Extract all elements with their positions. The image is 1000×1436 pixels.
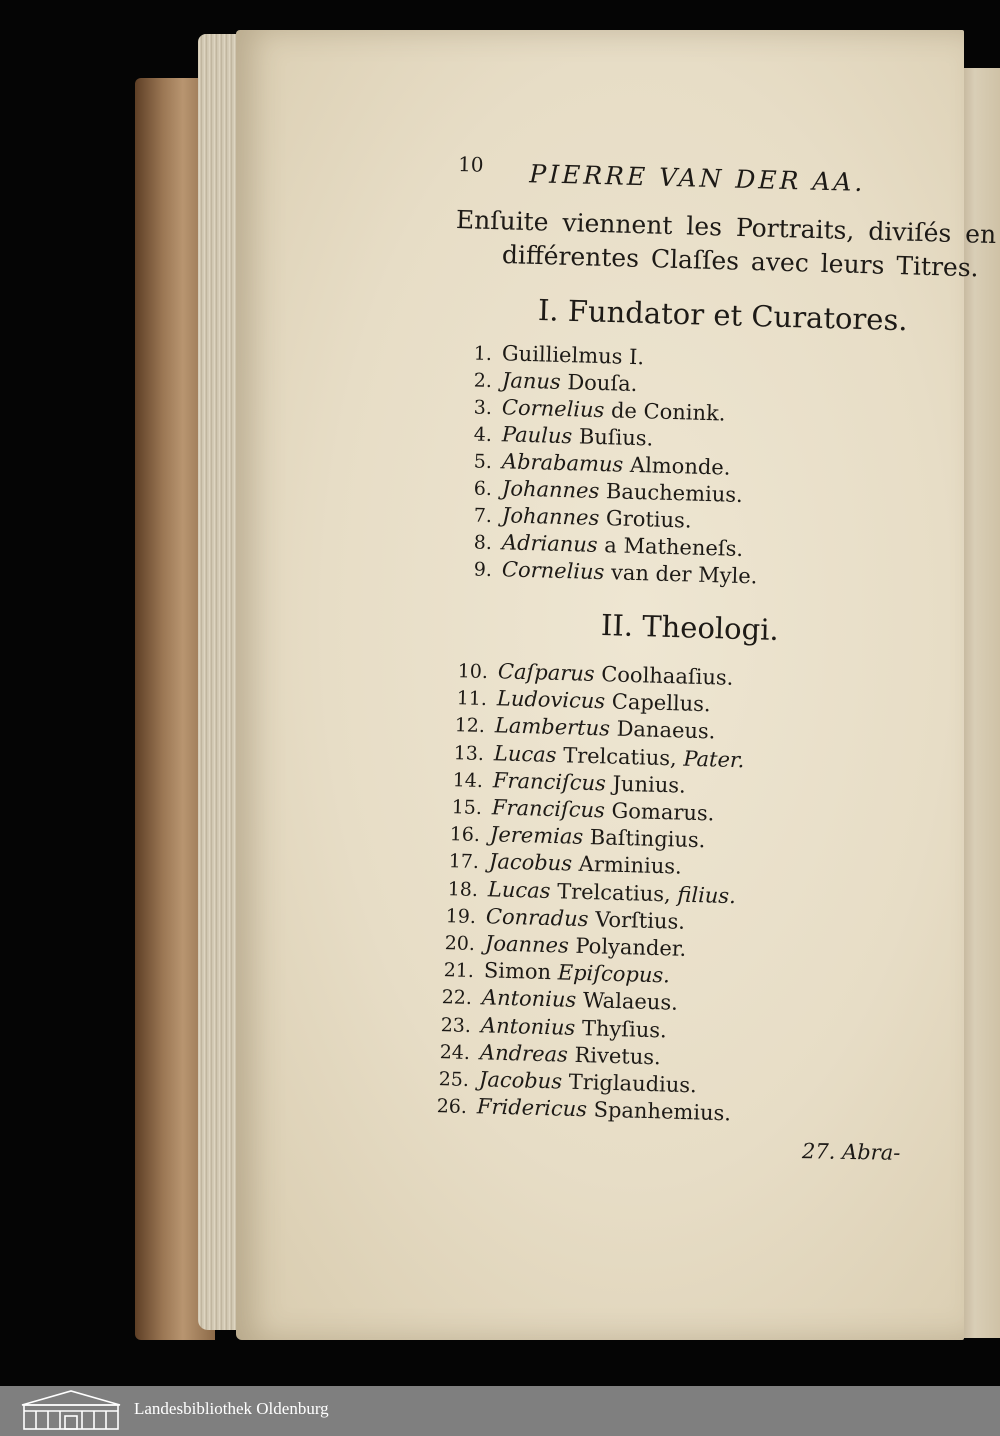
running-title: PIERRE VAN DER AA. <box>528 159 866 197</box>
entry-surname: Arminius. <box>578 852 682 880</box>
entry-forename: Joannes <box>484 931 570 958</box>
entry-surname: Rivetus. <box>574 1042 661 1070</box>
entry-number: 16. <box>449 823 481 847</box>
section-heading-theologi: II. Theologi. <box>600 608 780 647</box>
entry-forename: Andreas <box>479 1040 568 1067</box>
entry-surname: Trelcatius, <box>562 742 678 770</box>
section-heading-curatores: I. Fundator et Curatores. <box>537 293 909 338</box>
entry-forename: Fridericus <box>476 1094 588 1122</box>
entry-epithet: Epiſcopus. <box>557 960 670 988</box>
entry-surname: Grotius. <box>605 506 692 533</box>
entry-surname: Gomarus. <box>610 798 715 826</box>
intro-line-1: Enſuite viennent les Portraits, diviſés en <box>455 205 997 250</box>
entry-number: 2. <box>473 369 493 393</box>
entry-surname: Douſa. <box>567 370 638 397</box>
entry-number: 23. <box>440 1013 472 1037</box>
entry-surname: Spanhemius. <box>593 1097 732 1126</box>
entry-forename: Jacobus <box>478 1067 562 1094</box>
entry-surname: Vorſtius. <box>595 907 686 934</box>
entry-number: 15. <box>450 796 482 820</box>
entry-forename: Paulus <box>501 422 573 449</box>
entry-forename: Conradus <box>485 904 590 931</box>
entry-number: 25. <box>437 1068 469 1092</box>
entry-surname: Triglaudius. <box>567 1069 697 1098</box>
entry-number: 10. <box>457 660 489 684</box>
entry-forename: Janus <box>501 368 562 394</box>
intro-line-2: différentes Claſſes avec leurs Titres. <box>501 240 979 283</box>
entry-forename: Antonius <box>480 1012 576 1040</box>
entry-number: 22. <box>441 986 473 1010</box>
entry-forename: Antonius <box>482 985 577 1013</box>
entry-forename: Johannes <box>501 476 600 503</box>
entry-forename: Lucas <box>487 876 551 903</box>
entry-surname: Almonde. <box>629 452 731 480</box>
entry-forename: Jacobus <box>488 849 573 876</box>
entry-surname: Buſius. <box>578 424 654 451</box>
catchword: 27. Abra- <box>801 1139 901 1165</box>
library-footer <box>0 1386 1000 1436</box>
entry-number: 24. <box>439 1040 471 1064</box>
entry-number: 17. <box>448 850 480 874</box>
entry-surname: de Conink. <box>610 398 726 426</box>
entry-number: 4. <box>473 423 493 447</box>
entry-surname: Baſtingius. <box>589 825 706 853</box>
entry-forename: Cornelius <box>501 557 605 585</box>
entry-forename: Adrianus <box>501 530 598 557</box>
entry-surname: Capellus. <box>611 689 711 717</box>
entry-surname: Simon <box>483 958 552 985</box>
entry-forename: Franciſcus <box>491 795 605 823</box>
entry-number: 11. <box>456 687 487 711</box>
page-number: 10 <box>457 152 484 177</box>
entry-surname: Junius. <box>612 771 686 798</box>
entry-number: 18. <box>447 877 478 901</box>
entry-surname: Bauchemius. <box>605 479 744 508</box>
entry-number: 19. <box>445 904 477 928</box>
entry-forename: Johannes <box>501 503 600 530</box>
entry-number: 13. <box>453 741 485 765</box>
entry-epithet: filius. <box>676 882 736 908</box>
entry-forename: Caſparus <box>497 659 595 686</box>
entry-number: 7. <box>473 504 493 528</box>
entry-surname: Walaeus. <box>583 988 679 1016</box>
entry-surname: Thyſius. <box>581 1015 668 1043</box>
entry-forename: Lucas <box>493 740 557 767</box>
entry-number: 5. <box>473 450 493 474</box>
entry-surname: Polyander. <box>575 933 687 961</box>
entry-forename: Ludovicus <box>496 686 606 714</box>
entry-surname: a Matheneſs. <box>604 533 744 562</box>
library-building-icon <box>20 1389 122 1431</box>
entry-number: 9. <box>473 558 493 582</box>
entry-surname: Trelcatius, <box>556 878 671 906</box>
entry-number: 14. <box>452 768 484 792</box>
entry-forename: Jeremias <box>489 822 584 850</box>
entry-epithet: Pater. <box>683 746 745 772</box>
entry-surname: Danaeus. <box>616 717 717 744</box>
entry-number: 21. <box>443 959 474 983</box>
entry-surname: Coolhaaſius. <box>600 662 734 690</box>
entry-number: 6. <box>473 477 493 501</box>
entry-number: 1. <box>473 342 493 366</box>
entry-number: 20. <box>444 932 476 956</box>
entry-forename: Lambertus <box>495 713 611 741</box>
entry-number: 12. <box>454 714 486 738</box>
library-name: Landesbibliothek Oldenburg <box>134 1399 329 1418</box>
entry-forename: Cornelius <box>501 395 605 423</box>
entry-forename: Abrabamus <box>501 449 624 477</box>
entry-number: 8. <box>473 531 493 555</box>
entry-number: 3. <box>473 396 493 420</box>
entry-surname: van der Myle. <box>610 560 758 589</box>
entry-forename: Franciſcus <box>492 768 607 796</box>
entry-number: 26. <box>436 1095 468 1119</box>
list-item <box>456 367 638 396</box>
entry-surname: Guillielmus I. <box>501 341 645 370</box>
